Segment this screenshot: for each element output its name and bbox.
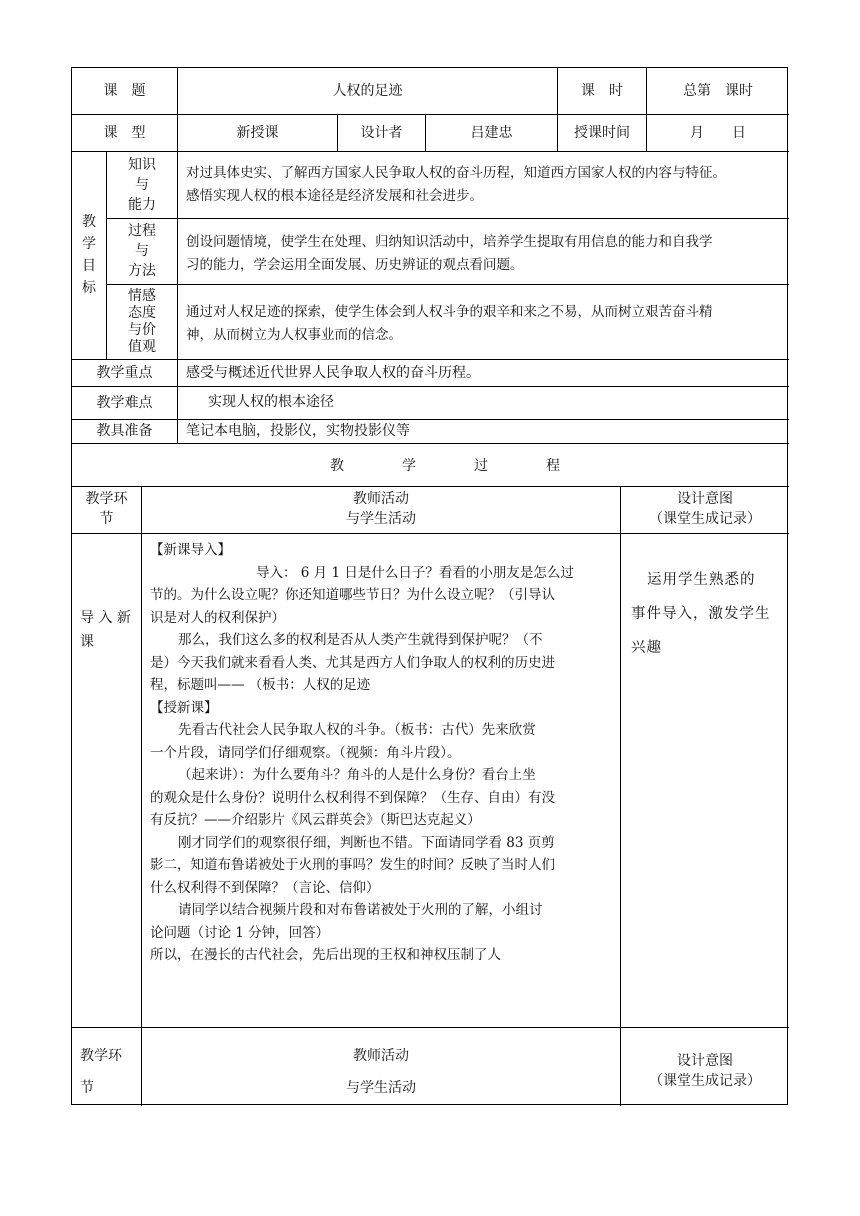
intro-intent: 运用学生熟悉的 事件导入，激发学生 兴趣 [631, 572, 771, 656]
type-label: 课 型 [103, 125, 146, 141]
intro-activity: 【新课导入】 导入： 6 月 1 日是什么日子？看看的小朋友是怎么过 节的。为什么设立呢？你还知道哪些节日？为什么设立呢？（引导认 识是对人的权利保护） 那么，我们这么多的权利是否从人类产生就得到保护呢？（不 是）今天我们就来看看人类、尤其是西方人们争取人的权利的历史进 程，标题叫—— （板书：人权的足迹 【授新课】 先看古代社会人民争取人权的斗争。（板书：古代）先来欣赏 一个片段，请同学们仔细观察。（视频：角斗片段）。 （起来讲）：为什么要角斗？角斗的人是什么身份？看台上坐 的观众是什么身份？说明什么权利得不到保障？（生存、自由）有没 有反抗？——介绍影片《风云群英会》（斯巴达克起义） 刚才同学们的观察很仔细，判断也不错。下面请同学看 83 页剪 影二，知道布鲁诺被处于火刑的事吗？发生的时间？反映了当时人们 什么权利得不到保障？（言论、信仰） 请同学以结合视频片段和对布鲁诺被处于火刑的了解，小组讨 论问题（讨论 1 分钟，回答） 所以，在漫长的古代社会，先后出现的王权和神权压制了人 [150, 539, 614, 967]
goal-process-text: 创设问题情境，使学生在处理、归纳知识活动中，培养学生提取有用信息的能力和自我学 习的能力，学会运用全面发展、历史辨证的观点看问题。 [186, 234, 713, 273]
row-divider [72, 443, 789, 444]
col-divider [141, 486, 142, 1106]
row-divider [72, 151, 789, 152]
goal-process-label: 过程 与 方法 [128, 223, 156, 279]
row-divider [72, 419, 789, 420]
goals-label: 教 学 目 标 [82, 214, 96, 296]
footer-section-header: 教学环 节 [80, 1048, 122, 1096]
heading-new-lesson-intro: 【新课导入】 [150, 542, 231, 558]
intent-header: 设计意图 （课堂生成记录） [649, 491, 761, 527]
topic-label: 课 题 [103, 83, 146, 99]
row-divider [72, 114, 789, 115]
intro-section-label: 导 入 新 课 [80, 610, 131, 650]
footer-intent-header: 设计意图 （课堂生成记录） [649, 1053, 761, 1089]
key-point-value: 感受与概述近代世界人民争取人权的奋斗历程。 [186, 365, 480, 381]
row-divider [72, 386, 789, 387]
goal-emotion-text: 通过对人权足迹的探索，使学生体会到人权斗争的艰辛和来之不易，从而树立艰苦奋斗精 神，从而树立为人权事业而的信念。 [186, 304, 713, 343]
process-title: 教 学 过 程 [330, 458, 560, 474]
topic-value: 人权的足迹 [332, 83, 403, 99]
goal-knowledge-label: 知识 与 能力 [128, 157, 156, 213]
designer-label: 设计者 [360, 125, 403, 141]
row-divider [72, 533, 789, 534]
lesson-plan-table [71, 67, 788, 1105]
activity-header: 教师活动 与学生活动 [346, 491, 416, 527]
hours-value: 总第 课时 [683, 83, 753, 99]
difficulty-label: 教学难点 [96, 395, 153, 411]
key-point-label: 教学重点 [96, 365, 153, 381]
hours-label: 课 时 [581, 83, 623, 99]
row-divider [106, 218, 789, 219]
type-value: 新授课 [236, 125, 279, 141]
row-divider [72, 359, 789, 360]
designer-value: 吕建忠 [470, 125, 513, 141]
time-label: 授课时间 [574, 125, 630, 141]
difficulty-value: 实现人权的根本途径 [208, 394, 334, 410]
goal-knowledge-text: 对过具体史实、了解西方国家人民争取人权的奋斗历程，知道西方国家人权的内容与特征。 感悟实现人权的根本途径是经济发展和社会进步。 [186, 165, 726, 204]
row-divider [72, 486, 789, 487]
heading-new-lesson: 【授新课】 [150, 699, 218, 716]
tools-label: 教具准备 [96, 423, 153, 439]
row-divider [72, 1027, 789, 1028]
time-value: 月 日 [690, 125, 746, 141]
footer-activity-header: 教师活动 与学生活动 [346, 1048, 416, 1096]
col-divider [620, 486, 621, 1106]
goal-emotion-label: 情感 态度 与价 值观 [128, 288, 156, 355]
section-header: 教学环 节 [85, 491, 128, 527]
row-divider [106, 284, 789, 285]
col-divider [177, 151, 178, 443]
tools-value: 笔记本电脑，投影仪，实物投影仪等 [186, 423, 410, 439]
